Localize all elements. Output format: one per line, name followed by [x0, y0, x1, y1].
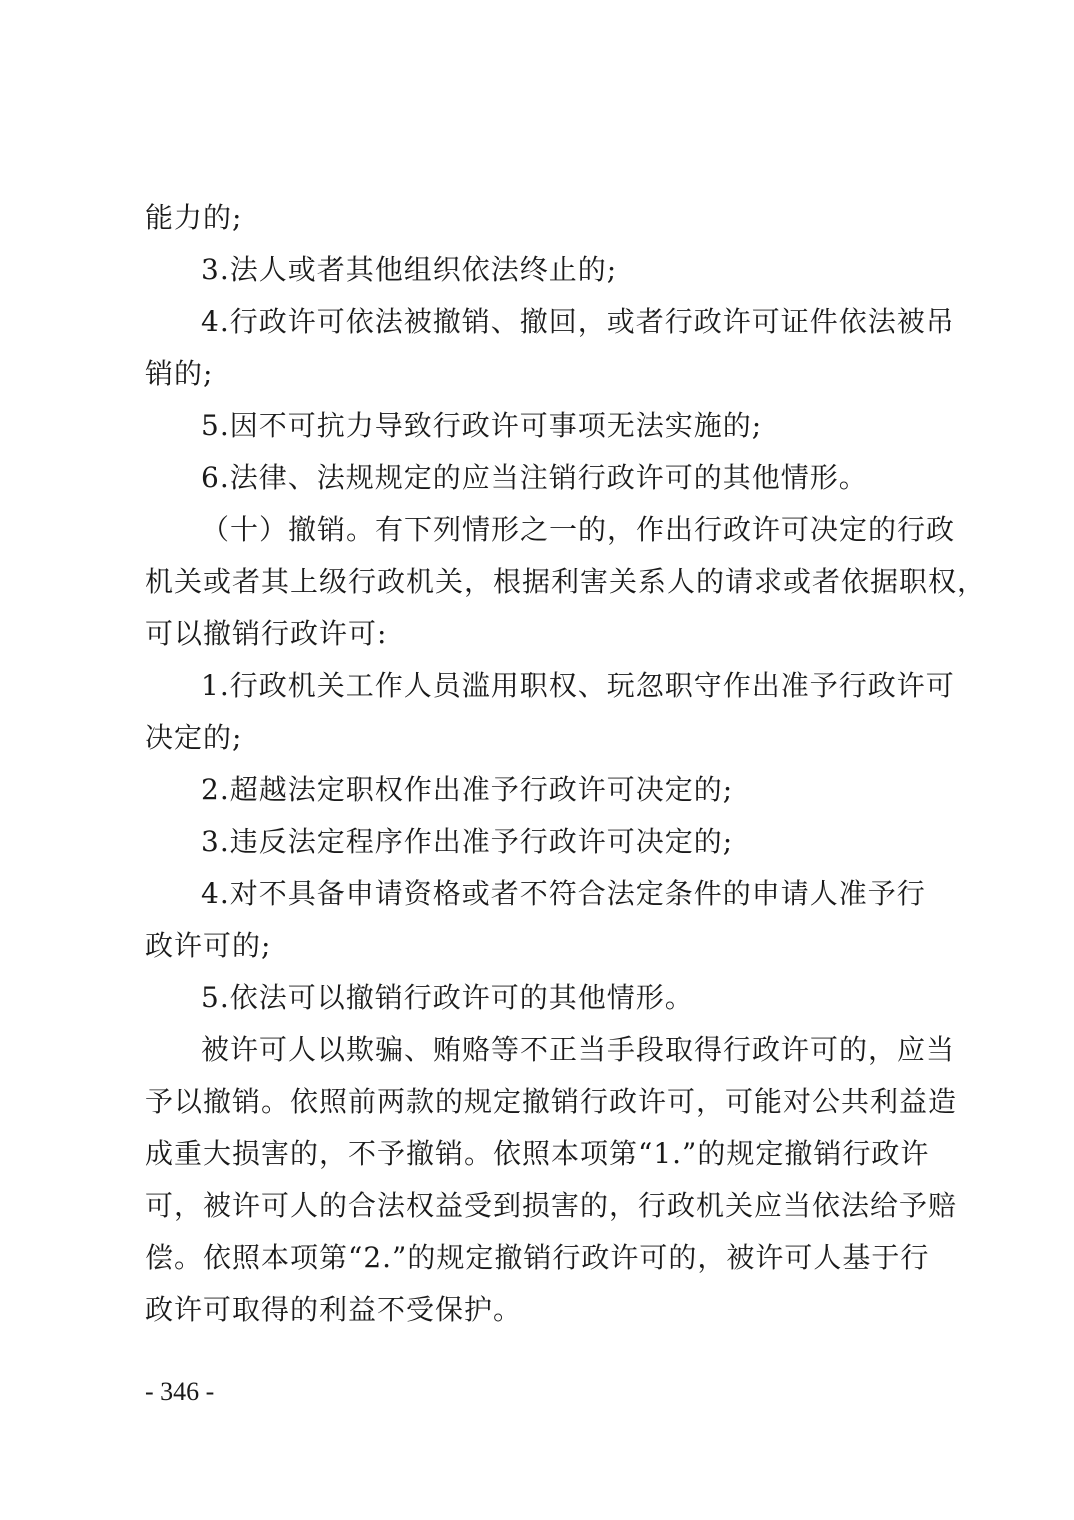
text-line: 被许可人以欺骗、贿赂等不正当手段取得行政许可的，应当: [201, 1033, 956, 1066]
text-line: 政许可取得的利益不受保护。: [145, 1293, 523, 1326]
text-line: 1.行政机关工作人员滥用职权、玩忽职守作出准予行政许可: [201, 669, 955, 702]
text-line: 成重大损害的，不予撤销。依照本项第“1.”的规定撤销行政许: [145, 1137, 930, 1170]
text-line: 政许可的;: [145, 929, 272, 962]
text-line: 决定的;: [145, 721, 243, 754]
text-line: 可，被许可人的合法权益受到损害的，行政机关应当依法给予赔: [145, 1189, 958, 1222]
text-line: 可以撤销行政许可:: [145, 617, 388, 650]
text-line: 销的;: [145, 357, 214, 390]
text-line: 4.行政许可依法被撤销、撤回，或者行政许可证件依法被吊: [201, 305, 955, 338]
text-line: 2.超越法定职权作出准予行政许可决定的;: [201, 773, 734, 806]
page-number: - 346 -: [145, 1377, 215, 1406]
text-line: 3.违反法定程序作出准予行政许可决定的;: [201, 825, 734, 858]
text-line: 5.因不可抗力导致行政许可事项无法实施的;: [201, 409, 763, 442]
text-line: 能力的;: [145, 201, 243, 234]
text-line: 6.法律、法规规定的应当注销行政许可的其他情形。: [201, 461, 868, 494]
text-line: 3.法人或者其他组织依法终止的;: [201, 253, 618, 286]
text-line: 偿。依照本项第“2.”的规定撤销行政许可的，被许可人基于行: [145, 1241, 930, 1274]
text-line: 予以撤销。依照前两款的规定撤销行政许可，可能对公共利益造: [145, 1085, 958, 1118]
text-line: 4.对不具备申请资格或者不符合法定条件的申请人准予行: [201, 877, 926, 910]
text-line: 机关或者其上级行政机关，根据利害关系人的请求或者依据职权，: [145, 565, 987, 598]
text-line: （十）撤销。有下列情形之一的，作出行政许可决定的行政: [201, 513, 956, 546]
text-line: 5.依法可以撤销行政许可的其他情形。: [201, 981, 694, 1014]
